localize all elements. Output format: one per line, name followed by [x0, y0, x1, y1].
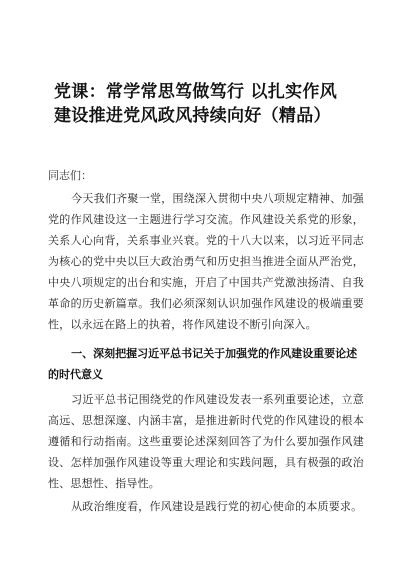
intro-paragraph: 今天我们齐聚一堂，围绕深入贯彻中央八项规定精神、加强党的作风建设这一主题进行学习交流。作风建设关系党的形象，关系人心向背，关系事业兴衰。党的十八大以来，以习近平同志为核心的党中央以巨大政治勇气和历史担当推进全面从严治党，中央八项规定的出台和实施，开启了中国共产党激浊扬清、自我革命的历史新篇章。我们必须深刻认识加强作风建设的极端重要性，以永远在路上的执着，将作风建设不断引向深入。	[48, 192, 364, 331]
document-title	[54, 80, 364, 128]
salutation: 同志们：	[48, 169, 92, 182]
section1-paragraph-2: 从政治维度看，作风建设是践行党的初心使命的本质要求。	[71, 500, 363, 513]
title-line-2: 建设推进党风政风持续向好（精品）	[54, 106, 331, 126]
section-heading-1: 一、深刻把握习近平总书记关于加强党的作风建设重要论述的时代意义	[48, 347, 358, 381]
section1-paragraph-1: 习近平总书记围绕党的作风建设发表一系列重要论述，立意高远、思想深邃、内涵丰富，是推进新时代党的作风建设的根本遵循和行动指南。这些重要论述深刻回答了为什么要加强作风建设、怎样加强作风建设等重大理论和实践问题，具有极强的政治性、思想性、指导性。	[48, 393, 364, 490]
title-line-1: 党课：常学常思笃做笃行 以扎实作风	[54, 82, 338, 102]
